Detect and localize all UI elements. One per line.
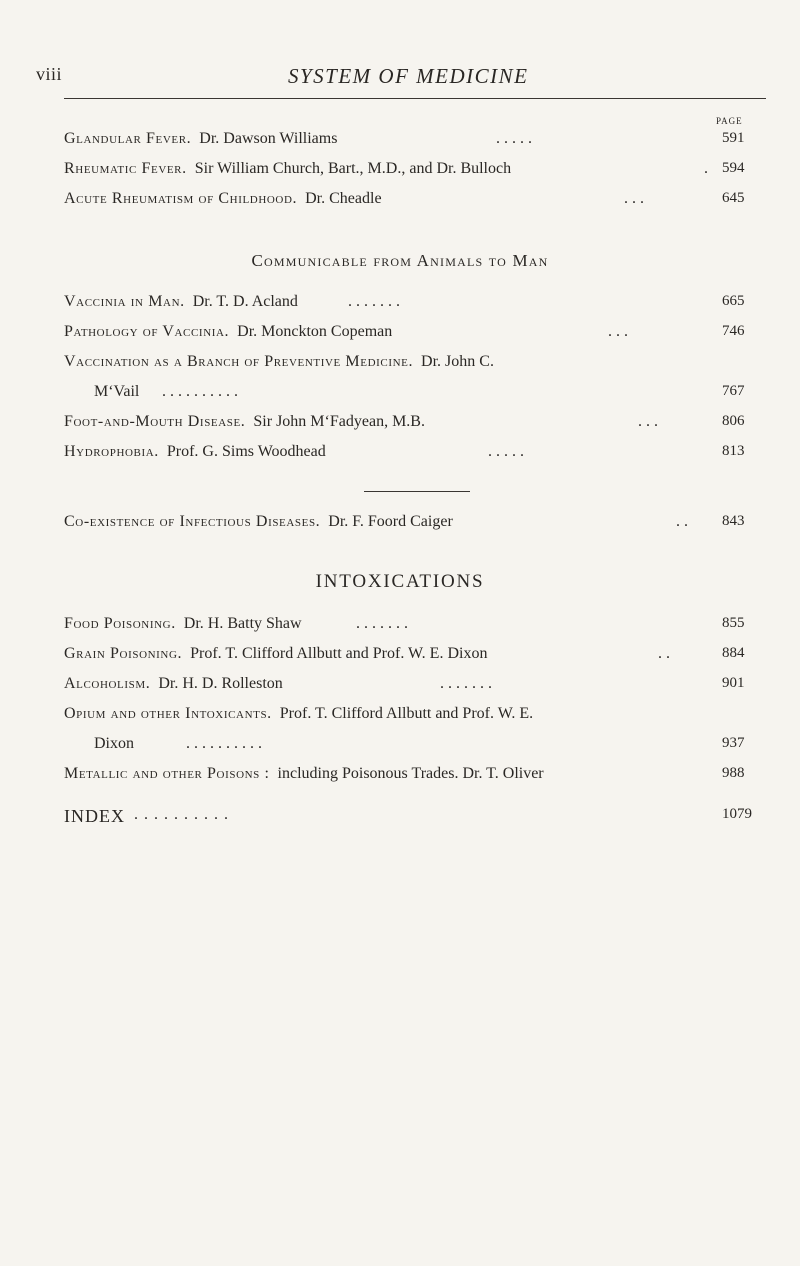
- leader-dots: . . . . .: [488, 443, 524, 460]
- leader-dots: . . . . . . . . . .: [162, 383, 238, 400]
- entry-title: Co-existence of Infectious Diseases.: [64, 513, 321, 530]
- entry-title: Vaccinia in Man.: [64, 293, 185, 310]
- toc-entry[interactable]: [64, 645, 786, 663]
- entry-page: 988: [722, 765, 745, 781]
- leader-dots: . .: [658, 645, 670, 662]
- entry-title: Alcoholism.: [64, 675, 151, 692]
- leader-dots: . . . . . . .: [356, 615, 408, 632]
- toc-entry-continuation[interactable]: [94, 383, 786, 401]
- leader-dots: . . .: [624, 190, 644, 207]
- entry-title: Opium and other Intoxicants.: [64, 705, 272, 722]
- entry-author: Dr. John C.: [421, 353, 494, 370]
- toc-entry[interactable]: [64, 293, 786, 311]
- entry-page: 645: [722, 190, 745, 206]
- entry-page: 855: [722, 615, 745, 631]
- entry-author: Sir John M‘Fadyean, M.B.: [253, 413, 425, 430]
- entry-author: Prof. G. Sims Woodhead: [166, 443, 326, 460]
- entry-page: 884: [722, 645, 745, 661]
- entry-page: 767: [722, 383, 745, 399]
- toc-entry[interactable]: [64, 513, 786, 531]
- entry-author: Prof. T. Clifford Allbutt and Prof. W. E.: [279, 705, 534, 722]
- folio-number: viii: [36, 64, 63, 84]
- entry-page: 594: [722, 160, 745, 176]
- toc-entry[interactable]: [64, 443, 786, 461]
- toc-entry[interactable]: [64, 130, 786, 148]
- entry-title: Foot-and-Mouth Disease.: [64, 413, 246, 430]
- leader-dots: . . . . .: [496, 130, 532, 147]
- entry-title: Acute Rheumatism of Childhood.: [64, 190, 298, 207]
- toc-entry[interactable]: [64, 413, 786, 431]
- entry-page: 937: [722, 735, 745, 751]
- entry-page: 806: [722, 413, 745, 429]
- header-rule: [64, 98, 766, 99]
- entry-author: Dr. F. Foord Caiger: [328, 513, 453, 530]
- entry-title: Glandular Fever.: [64, 130, 192, 147]
- running-head: SYSTEM OF MEDICINE: [288, 64, 529, 88]
- leader-dots: . . . . . . .: [440, 675, 492, 692]
- entry-page: 813: [722, 443, 745, 459]
- entry-title: Metallic and other Poisons :: [64, 765, 270, 782]
- toc-entry[interactable]: [64, 765, 786, 783]
- entry-author: Sir William Church, Bart., M.D., and Dr. Bulloch: [194, 160, 512, 177]
- leader-dots: . . .: [638, 413, 658, 430]
- entry-author: including Poisonous Trades. Dr. T. Oliver: [277, 765, 544, 782]
- section-heading-intoxications: INTOXICATIONS: [315, 571, 485, 592]
- leader-dots: . . .: [608, 323, 628, 340]
- entry-author: Dr. Cheadle: [305, 190, 382, 207]
- entry-page: 901: [722, 675, 745, 691]
- index-entry[interactable]: [64, 806, 786, 827]
- section-divider: [364, 491, 470, 492]
- entry-author: Dr. H. Batty Shaw: [183, 615, 302, 632]
- toc-entry[interactable]: [64, 353, 786, 371]
- entry-page: 746: [722, 323, 745, 339]
- entry-title: Food Poisoning.: [64, 615, 176, 632]
- entry-page: 591: [722, 130, 745, 146]
- entry-author: Dr. T. D. Acland: [192, 293, 298, 310]
- entry-page: 843: [722, 513, 745, 529]
- entry-author: Dr. Dawson Williams: [199, 130, 338, 147]
- leader-dots: .: [704, 160, 708, 177]
- toc-entry[interactable]: [64, 323, 786, 341]
- entry-author: Dr. H. D. Rolleston: [158, 675, 283, 692]
- toc-entry[interactable]: [64, 675, 786, 693]
- entry-author: Dixon: [94, 735, 134, 752]
- entry-title: Vaccination as a Branch of Preventive Medicine.: [64, 353, 414, 370]
- toc-entry-continuation[interactable]: [94, 735, 786, 753]
- leader-dots: . .: [676, 513, 688, 530]
- entry-author: Dr. Monckton Copeman: [237, 323, 393, 340]
- index-label: INDEX: [64, 806, 125, 826]
- entry-page: 1079: [722, 806, 752, 822]
- leader-dots: . . . . . . .: [348, 293, 400, 310]
- entry-author: M‘Vail: [94, 383, 140, 400]
- entry-title: Grain Poisoning.: [64, 645, 183, 662]
- toc-entry[interactable]: [64, 160, 786, 178]
- entry-title: Rheumatic Fever.: [64, 160, 187, 177]
- page-column-label: PAGE: [716, 116, 743, 126]
- toc-entry[interactable]: [64, 190, 786, 208]
- section-heading-communicable: Communicable from Animals to Man: [251, 251, 549, 270]
- entry-page: 665: [722, 293, 745, 309]
- toc-entry[interactable]: [64, 615, 786, 633]
- leader-dots: . . . . . . . . . .: [186, 735, 262, 752]
- entry-title: Pathology of Vaccinia.: [64, 323, 230, 340]
- entry-title: Hydrophobia.: [64, 443, 159, 460]
- toc-entry[interactable]: [64, 705, 786, 723]
- leader-dots: . . . . . . . . . .: [134, 806, 229, 823]
- entry-author: Prof. T. Clifford Allbutt and Prof. W. E. Dixon: [190, 645, 488, 662]
